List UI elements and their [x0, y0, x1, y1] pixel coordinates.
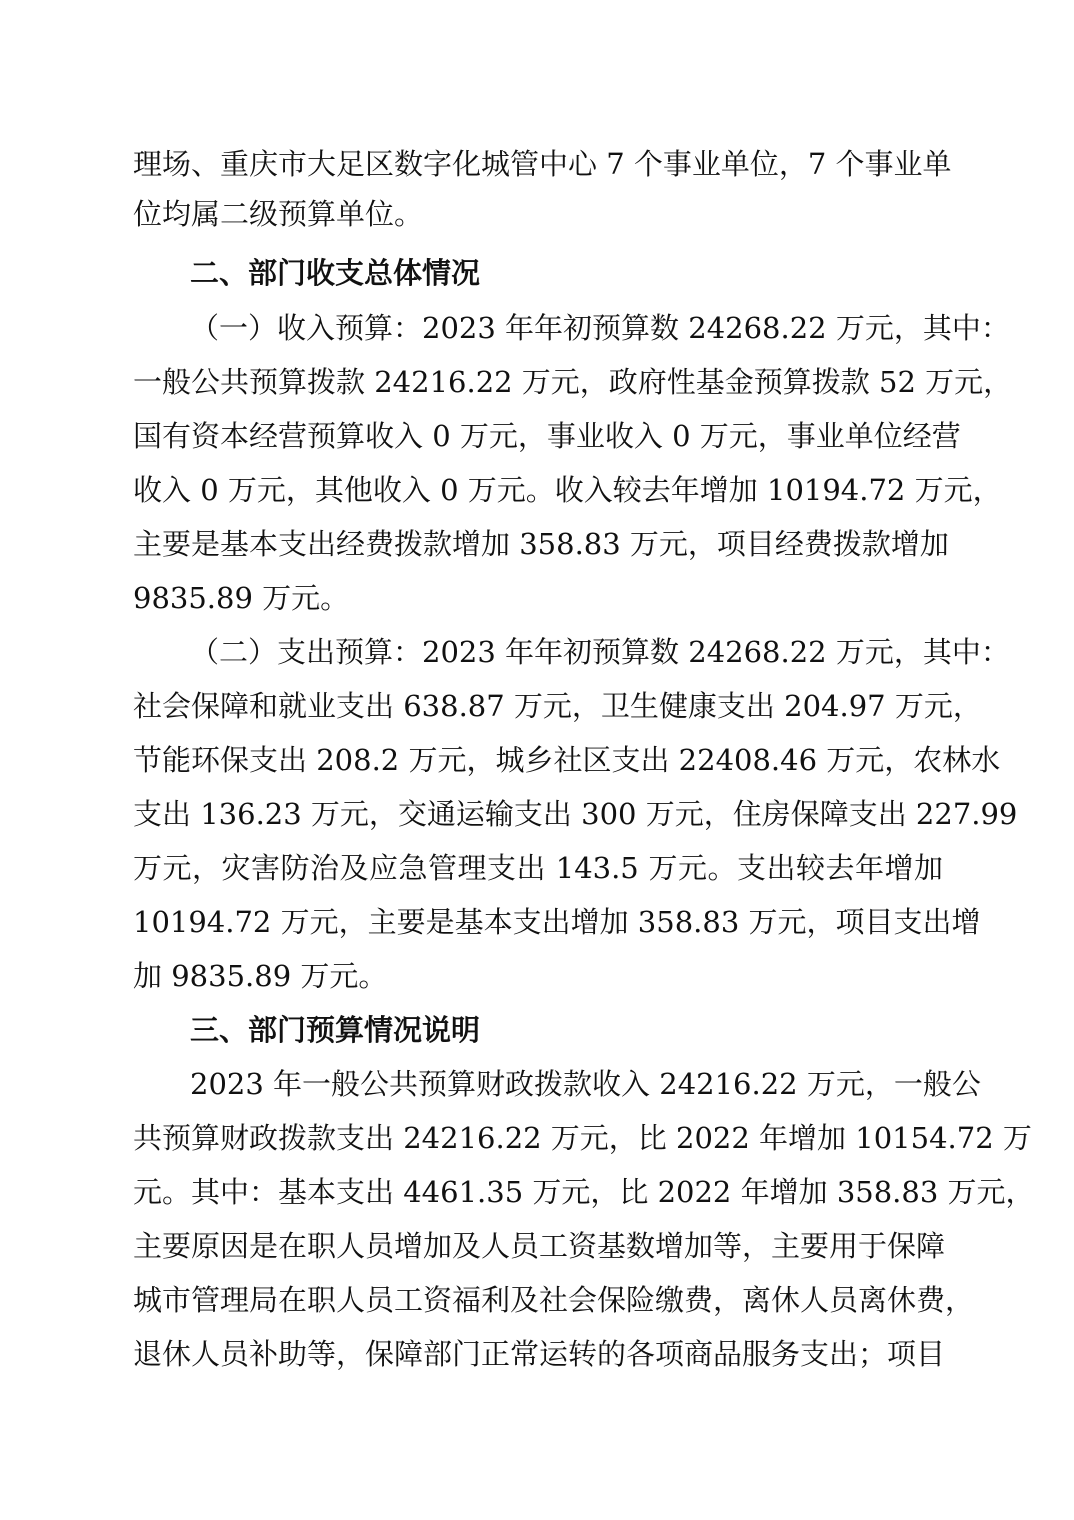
section-heading: 二、部门收支总体情况: [190, 256, 481, 290]
paragraph-line: 10194.72 万元，主要是基本支出增加 358.83 万元，项目支出增: [133, 905, 981, 939]
paragraph-line: 一般公共预算拨款 24216.22 万元，政府性基金预算拨款 52 万元，: [133, 365, 1013, 399]
paragraph-line: 收入 0 万元，其他收入 0 万元。收入较去年增加 10194.72 万元，: [133, 473, 1002, 507]
paragraph-line: 主要原因是在职人员增加及人员工资基数增加等，主要用于保障: [133, 1229, 946, 1263]
paragraph-line: （一）收入预算：2023 年年初预算数 24268.22 万元，其中：: [190, 311, 1010, 345]
paragraph-line: 国有资本经营预算收入 0 万元，事业收入 0 万元，事业单位经营: [133, 419, 961, 453]
paragraph-line: 退休人员补助等，保障部门正常运转的各项商品服务支出；项目: [133, 1337, 946, 1371]
paragraph-line: 理场、重庆市大足区数字化城管中心 7 个事业单位，7 个事业单: [133, 147, 952, 181]
paragraph-line: 城市管理局在职人员工资福利及社会保险缴费，离休人员离休费，: [133, 1283, 975, 1317]
paragraph-line: 节能环保支出 208.2 万元，城乡社区支出 22408.46 万元，农林水: [133, 743, 1001, 777]
section-heading: 三、部门预算情况说明: [190, 1013, 481, 1047]
paragraph-line: 主要是基本支出经费拨款增加 358.83 万元，项目经费拨款增加: [133, 527, 949, 561]
paragraph-line: 支出 136.23 万元，交通运输支出 300 万元，住房保障支出 227.99: [133, 797, 1018, 831]
paragraph-line: 社会保障和就业支出 638.87 万元，卫生健康支出 204.97 万元，: [133, 689, 982, 723]
paragraph-line: 位均属二级预算单位。: [133, 197, 424, 231]
paragraph-line: 共预算财政拨款支出 24216.22 万元，比 2022 年增加 10154.72 万: [133, 1121, 1032, 1155]
paragraph-line: 万元，灾害防治及应急管理支出 143.5 万元。支出较去年增加: [133, 851, 943, 885]
paragraph-line: 9835.89 万元。: [133, 581, 350, 615]
paragraph-line: 元。其中：基本支出 4461.35 万元，比 2022 年增加 358.83 万元，: [133, 1175, 1035, 1209]
paragraph-line: （二）支出预算：2023 年年初预算数 24268.22 万元，其中：: [190, 635, 1010, 669]
paragraph-line: 2023 年一般公共预算财政拨款收入 24216.22 万元，一般公: [190, 1067, 981, 1101]
paragraph-line: 加 9835.89 万元。: [133, 959, 388, 993]
